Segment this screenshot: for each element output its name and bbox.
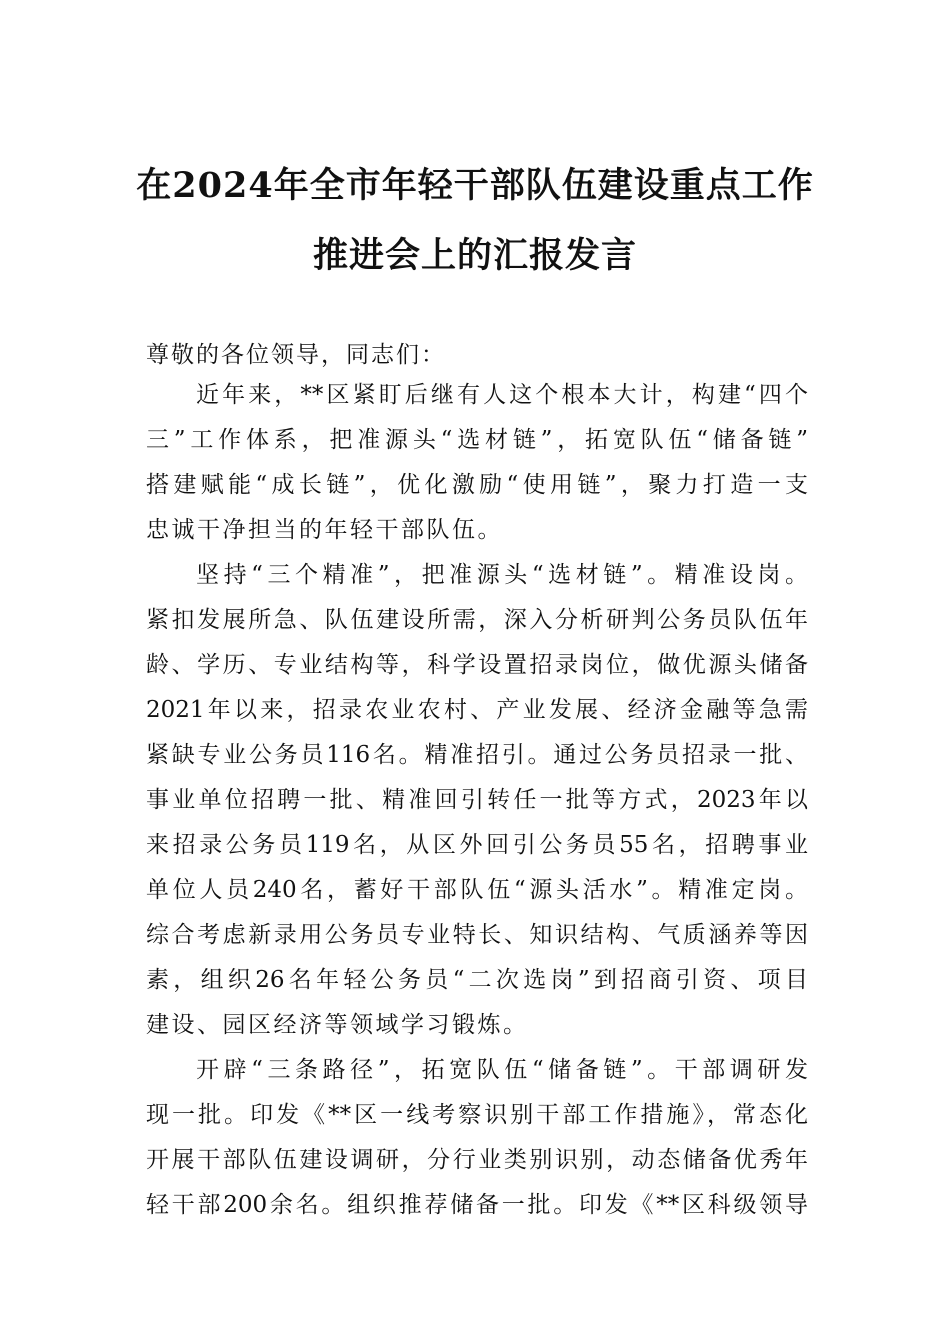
body-line: 搭建赋能“成长链”，优化激励“使用链”，聚力打造一支 xyxy=(146,472,808,498)
document-title-line-2: 推进会上的汇报发言 xyxy=(312,235,637,276)
body-line: 三”工作体系，把准源头“选材链”，拓宽队伍“储备链” xyxy=(146,427,808,453)
body-line: 来招录公务员119名，从区外回引公务员55名，招聘事业 xyxy=(146,832,808,858)
body-line: 单位人员240名，蓄好干部队伍“源头活水”。精准定岗。 xyxy=(146,877,808,903)
body-line: 事业单位招聘一批、精准回引转任一批等方式，2023年以 xyxy=(146,787,808,813)
body-line: 龄、学历、专业结构等，科学设置招录岗位，做优源头储备 xyxy=(146,652,808,678)
body-line: 紧扣发展所急、队伍建设所需，深入分析研判公务员队伍年 xyxy=(146,607,808,633)
body-line: 近年来，**区紧盯后继有人这个根本大计，构建“四个 xyxy=(196,382,808,408)
salutation: 尊敬的各位领导，同志们： xyxy=(146,342,446,368)
body-line: 开辟“三条路径”，拓宽队伍“储备链”。干部调研发 xyxy=(196,1057,808,1083)
body-line: 2021年以来，招录农业农村、产业发展、经济金融等急需 xyxy=(146,697,808,723)
body-line: 建设、园区经济等领域学习锻炼。 xyxy=(146,1012,529,1038)
body-line: 忠诚干净担当的年轻干部队伍。 xyxy=(146,517,503,543)
body-line: 开展干部队伍建设调研，分行业类别识别，动态储备优秀年 xyxy=(146,1147,808,1173)
body-line: 综合考虑新录用公务员专业特长、知识结构、气质涵养等因 xyxy=(146,922,808,948)
body-line: 素，组织26名年轻公务员“二次选岗”到招商引资、项目 xyxy=(146,967,808,993)
body-line: 坚持“三个精准”，把准源头“选材链”。精准设岗。 xyxy=(196,562,808,588)
body-line: 现一批。印发《**区一线考察识别干部工作措施》，常态化 xyxy=(146,1102,808,1128)
body-line: 轻干部200余名。组织推荐储备一批。印发《**区科级领导 xyxy=(146,1192,808,1218)
body-line: 紧缺专业公务员116名。精准招引。通过公务员招录一批、 xyxy=(146,742,808,768)
document-title-line-1: 在2024年全市年轻干部队伍建设重点工作 xyxy=(136,165,814,206)
